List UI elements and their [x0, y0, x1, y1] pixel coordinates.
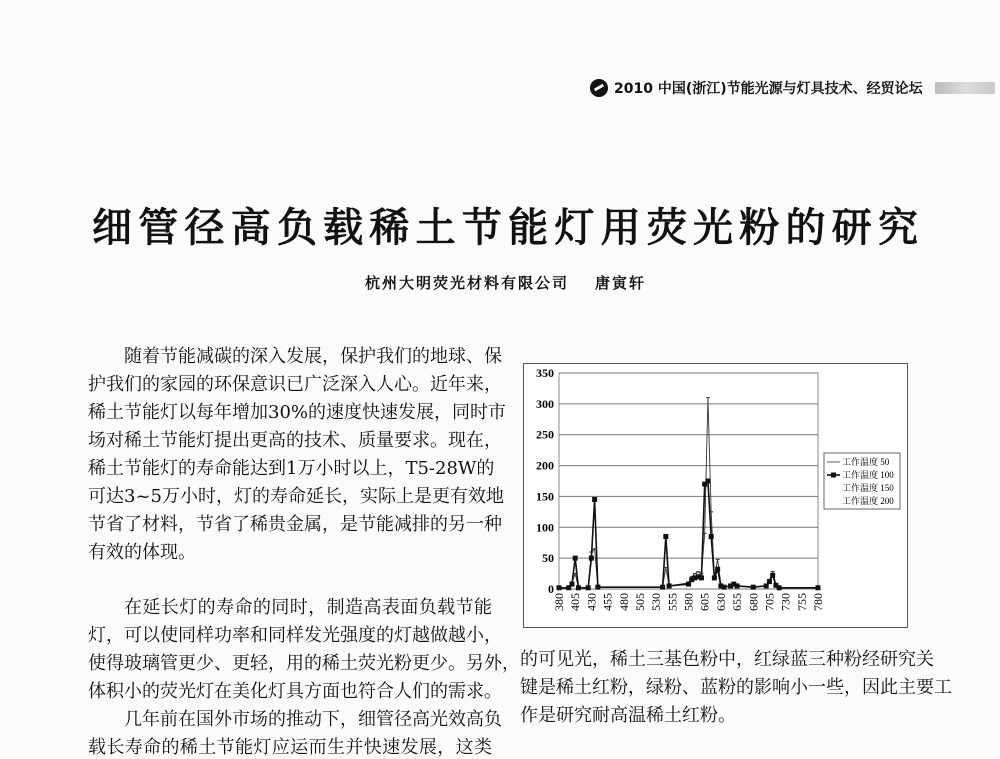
y-tick-label: 250: [536, 427, 554, 442]
y-tick-label: 300: [536, 396, 554, 411]
body-text-line: 随着节能减碳的深入发展，保护我们的地球、保: [124, 346, 502, 367]
body-text-line: 可达3~5万小时，灯的寿命延长，实际上是更有效地: [88, 486, 504, 507]
data-point: [816, 585, 821, 590]
body-text-line: 体积小的荧光灯在美化灯具方面也符合人们的需求。: [88, 681, 502, 702]
data-point: [705, 479, 710, 484]
y-tick-label: 0: [548, 582, 554, 596]
x-tick-label: 630: [713, 593, 728, 611]
data-point: [595, 585, 600, 590]
data-point: [770, 573, 775, 578]
x-tick-label: 555: [665, 593, 680, 611]
body-text-line: 节省了材料，节省了稀贵金属，是节能减排的另一种: [88, 514, 502, 535]
series-line: [559, 481, 818, 588]
x-tick-label: 780: [811, 593, 825, 611]
x-tick-label: 730: [778, 593, 793, 611]
data-point: [667, 583, 672, 588]
data-point: [569, 582, 574, 587]
spectrum-chart: [523, 363, 908, 628]
legend-label: 工作温度 200: [842, 496, 894, 506]
legend-label: 工作温度 150: [842, 483, 894, 493]
data-point: [699, 575, 704, 580]
x-tick-label: 605: [697, 593, 712, 611]
body-text-line: 护我们的家园的环保意识已广泛深入人心。近年来，: [88, 374, 502, 395]
legend-marker: [831, 473, 836, 478]
data-point: [686, 582, 691, 587]
data-point: [715, 567, 720, 572]
author: 唐寅轩: [595, 274, 647, 292]
y-tick-label: 350: [536, 366, 554, 380]
y-tick-label: 150: [536, 489, 554, 504]
body-text-line: 灯，可以使同样功率和同样发光强度的灯越做越小，: [88, 625, 502, 646]
x-tick-label: 455: [600, 593, 615, 611]
data-point: [557, 585, 562, 590]
data-point: [592, 497, 597, 502]
data-point: [660, 585, 665, 590]
x-tick-label: 380: [552, 593, 566, 611]
data-point: [573, 556, 578, 561]
body-text-line: 作是研究耐高温稀土红粉。: [520, 705, 736, 726]
x-tick-label: 580: [681, 593, 696, 611]
x-tick-label: 705: [762, 593, 777, 611]
data-point: [663, 534, 668, 539]
body-text-line: 场对稀土节能灯提出更高的技术、质量要求。现在，: [88, 430, 502, 451]
y-tick-label: 200: [536, 458, 554, 473]
byline: [365, 272, 672, 293]
body-text-line: 几年前在国外市场的推动下，细管径高光效高负: [124, 709, 502, 730]
legend-label: 工作温度 50: [842, 457, 890, 467]
data-point: [777, 585, 782, 590]
data-point: [767, 579, 772, 584]
y-tick-label: 100: [536, 520, 554, 535]
body-text-line: 有效的体现。: [88, 542, 196, 563]
data-point: [722, 585, 727, 590]
series-line: [559, 398, 818, 588]
x-tick-label: 655: [730, 593, 745, 611]
x-tick-label: 755: [794, 593, 809, 611]
conference-header: [590, 76, 995, 100]
header-decoration: [935, 82, 995, 94]
x-tick-label: 405: [568, 593, 583, 611]
data-point: [735, 583, 740, 588]
data-point: [709, 534, 714, 539]
paper-title: 细管径高负载稀土节能灯用荧光粉的研究: [92, 205, 918, 251]
conference-logo-icon: [590, 79, 608, 97]
x-tick-label: 680: [746, 593, 761, 611]
data-point: [589, 556, 594, 561]
x-tick-label: 505: [632, 593, 647, 611]
data-point: [586, 585, 591, 590]
data-point: [751, 585, 756, 590]
data-point: [764, 583, 769, 588]
plot-area: [559, 373, 818, 589]
body-text-line: 载长寿命的稀土节能灯应运而生并快速发展，这类: [88, 737, 492, 758]
body-text-line: 的可见光，稀土三基色粉中，红绿蓝三种粉经研究关: [520, 649, 934, 670]
chart-svg: [524, 364, 907, 627]
body-text-line: 使得玻璃管更少、更轻，用的稀土荧光粉更少。另外，: [88, 653, 520, 674]
affiliation: 杭州大明荧光材料有限公司: [365, 274, 570, 292]
legend-label: 工作温度 100: [842, 470, 894, 480]
data-point: [576, 585, 581, 590]
body-text-line: 稀土节能灯以每年增加30%的速度快速发展，同时市: [88, 402, 507, 423]
body-text-line: 在延长灯的寿命的同时，制造高表面负载节能: [124, 597, 492, 618]
y-tick-label: 50: [542, 551, 554, 566]
x-tick-label: 430: [584, 593, 599, 611]
body-text-line: 键是稀土红粉，绿粉、蓝粉的影响小一些，因此主要工: [520, 677, 952, 698]
x-tick-label: 480: [616, 593, 631, 611]
body-text-line: 稀土节能灯的寿命能达到1万小时以上，T5-28W的: [88, 458, 495, 479]
data-point: [712, 575, 717, 580]
header-text: 2010 中国(浙江)节能光源与灯具技术、经贸论坛: [614, 81, 923, 97]
x-tick-label: 530: [649, 593, 664, 611]
